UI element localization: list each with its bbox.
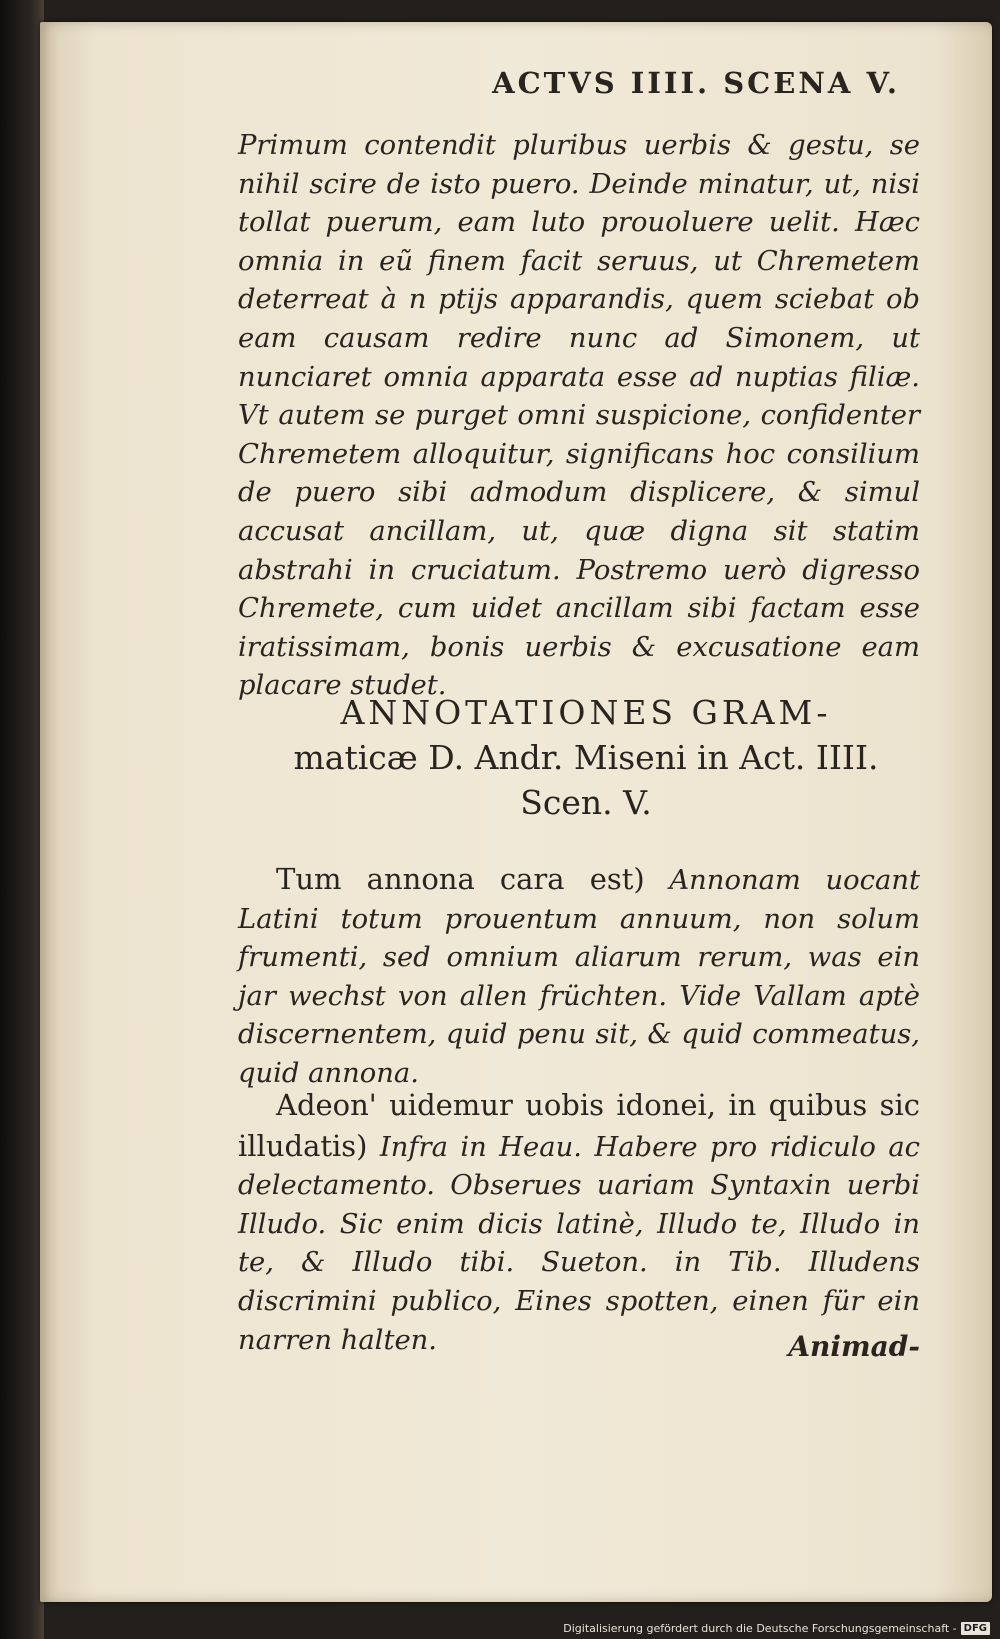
book-spine (0, 0, 44, 1639)
argument-paragraph: Primum contendit pluribus uerbis & gestu, se nihil scire de isto puero. Deinde minatur, ut, nisi tollat puerum, eam luto prouoluere uelit. Hæc omnia in eũ finem facit seruus, ut Chremetem deterreat à n ptijs apparandis, quem sciebat ob eam causam redire nunc ad Simonem, ut nunciaret omnia apparata esse ad nuptias filiæ. Vt autem se purget omni suspicione, confidenter Chremetem alloquitur, significans hoc consilium de puero sibi admodum displicere, & simul accusat ancillam, ut, quæ digna sit statim abstrahi in cruciatum. Postremo uerò digresso Chremete, cum uidet ancillam sibi factam esse iratissimam, bonis uerbis & excusatione eam placare studet. (238, 130, 920, 702)
annotation-1 (238, 860, 920, 1094)
heading-line-1: ANNOTATIONES GRAM- (340, 693, 832, 732)
catchword: Animad- (788, 1330, 920, 1363)
footer-credit: Digitalisierung gefördert durch die Deutsche Forschungsgemeinschaft - (563, 1622, 957, 1635)
annotation-2-text: Infra in Heau. Habere pro ridiculo ac delectamento. Obserues uariam Syntaxin uerbi Illudo. Sic enim dicis latinè, Illudo te, Illudo in te, & Illudo tibi. Sueton. in Tib. Illudens discrimini publico, Eines spotten, einen für ein narren halten. (238, 1131, 920, 1356)
annotation-2 (238, 1086, 920, 1360)
annotation-1-text: Annonam uocant Latini totum prouentum annuum, non solum frumenti, sed omnium aliarum rerum, was ein jar wechst von allen früchten. Vide Vallam aptè discernentem, quid penu sit, & quid commeatus, quid annona. (238, 865, 920, 1089)
digitization-footer (563, 1622, 990, 1635)
heading-line-2: maticæ D. Andr. Miseni in Act. IIII. (293, 738, 879, 777)
dfg-logo-icon: DFG (961, 1622, 990, 1635)
section-heading (250, 690, 922, 825)
annotation-2-lemma: Adeon' uidemur uobis idonei, in quibus sic illudatis) (238, 1088, 920, 1163)
annotation-1-lemma: Tum annona cara est) (276, 862, 645, 896)
running-header: ACTVS IIII. SCENA V. (492, 66, 900, 100)
heading-line-3: Scen. V. (520, 783, 652, 822)
